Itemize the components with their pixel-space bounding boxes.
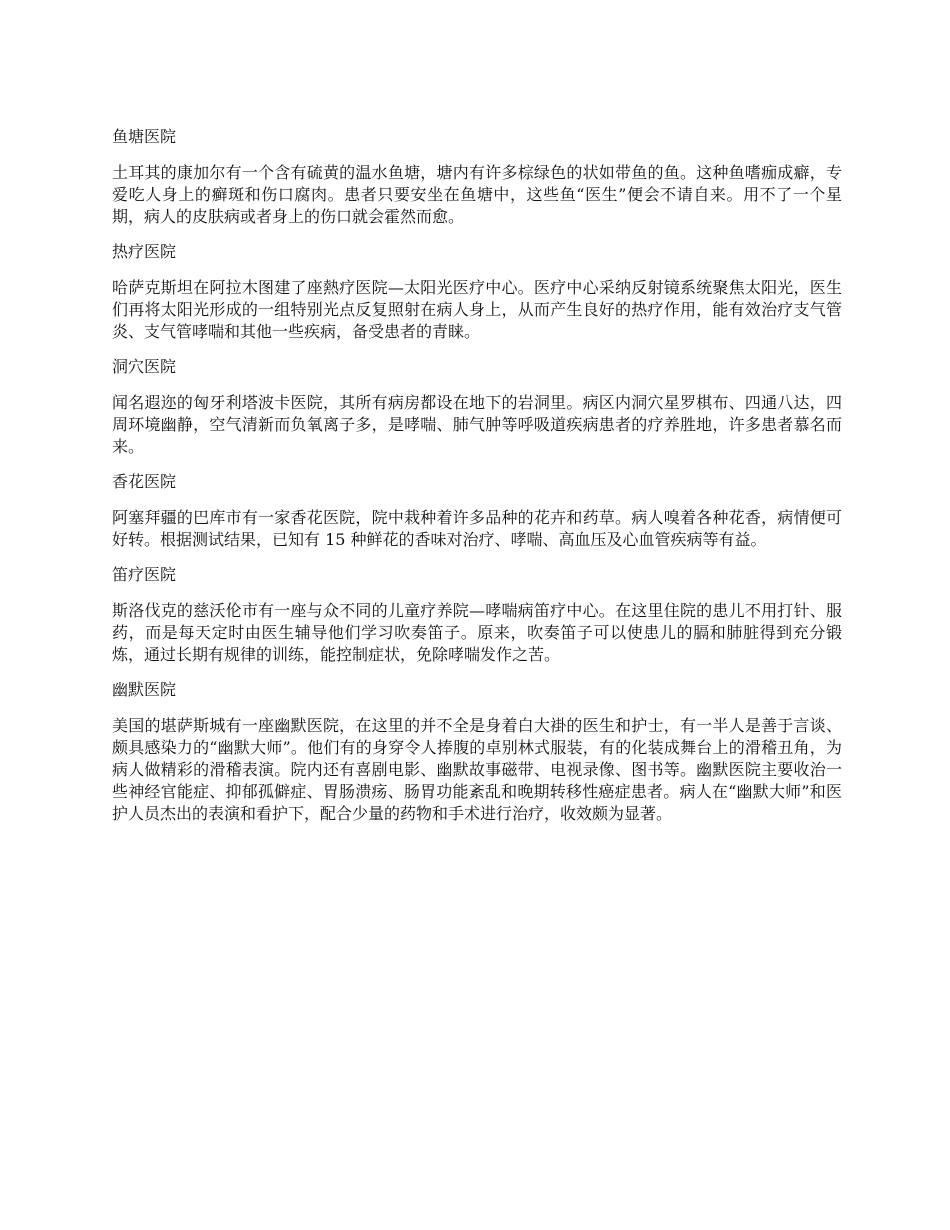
section-fragrant-flower-hospital: [112, 471, 842, 551]
section-title: 洞穴医院: [112, 357, 177, 376]
section-humor-hospital: [112, 679, 842, 825]
section-title: 笛疗医院: [112, 565, 177, 584]
section-body: 斯洛伐克的慈沃伦市有一座与众不同的儿童疗养院—哮喘病笛疗中心。在这里住院的患儿不用打针、服药，而是每天定时由医生辅导他们学习吹奏笛子。原来，吹奏笛子可以使患儿的膈和肺脏得到充分锻炼，通过长期有规律的训练，能控制症状，免除哮喘发作之苦。: [112, 601, 842, 664]
section-body: 阿塞拜疆的巴库市有一家香花医院，院中栽种着许多品种的花卉和药草。病人嗅着各种花香，病情便可好转。根据测试结果，已知有 15 种鲜花的香味对治疗、哮喘、高血压及心血管疾病等有益。: [112, 508, 842, 549]
section-cave-hospital: [112, 356, 842, 458]
section-title: 幽默医院: [112, 680, 177, 699]
section-title: 热疗医院: [112, 242, 177, 261]
section-body: 哈萨克斯坦在阿拉木图建了座熱疗医院—太阳光医疗中心。医疗中心采纳反射镜系统聚焦太阳光，医生们再将太阳光形成的一组特别光点反复照射在病人身上，从而产生良好的热疗作用，能有效治疗支气管炎、支气管哮喘和其他一些疾病，备受患者的青睐。: [112, 278, 842, 341]
section-body: 闻名遐迩的匈牙利塔波卡医院，其所有病房都设在地下的岩洞里。病区内洞穴星罗棋布、四通八达，四周环境幽静，空气清新而负氧离子多，是哮喘、肺气肿等呼吸道疾病患者的疗养胜地，许多患者慕名而来。: [112, 393, 842, 456]
section-heat-therapy-hospital: [112, 241, 842, 343]
section-title: 香花医院: [112, 472, 177, 491]
section-body: 土耳其的康加尔有一个含有硫黄的温水鱼塘，塘内有许多棕绿色的状如带鱼的鱼。这种鱼嗜痂成癖，专爱吃人身上的癣斑和伤口腐肉。患者只要安坐在鱼塘中，这些鱼“医生”便会不请自来。用不了一个星期，病人的皮肤病或者身上的伤口就会霍然而愈。: [112, 163, 842, 226]
section-title: 鱼塘医院: [112, 127, 177, 146]
document-page: [112, 126, 842, 838]
section-fish-pond-hospital: [112, 126, 842, 228]
section-body: 美国的堪萨斯城有一座幽默医院，在这里的并不全是身着白大褂的医生和护士，有一半人是善于言谈、颇具感染力的“幽默大师”。他们有的身穿令人捧腹的卓别林式服装，有的化装成舞台上的滑稽丑角，为病人做精彩的滑稽表演。院内还有喜剧电影、幽默故事磁带、电视录像、图书等。幽默医院主要收治一些神经官能症、抑郁孤僻症、胃肠溃疡、肠胃功能紊乱和晚期转移性癌症患者。病人在“幽默大师”和医护人员杰出的表演和看护下，配合少量的药物和手术进行治疗，收效颇为显著。: [112, 716, 842, 823]
section-flute-therapy-hospital: [112, 564, 842, 666]
